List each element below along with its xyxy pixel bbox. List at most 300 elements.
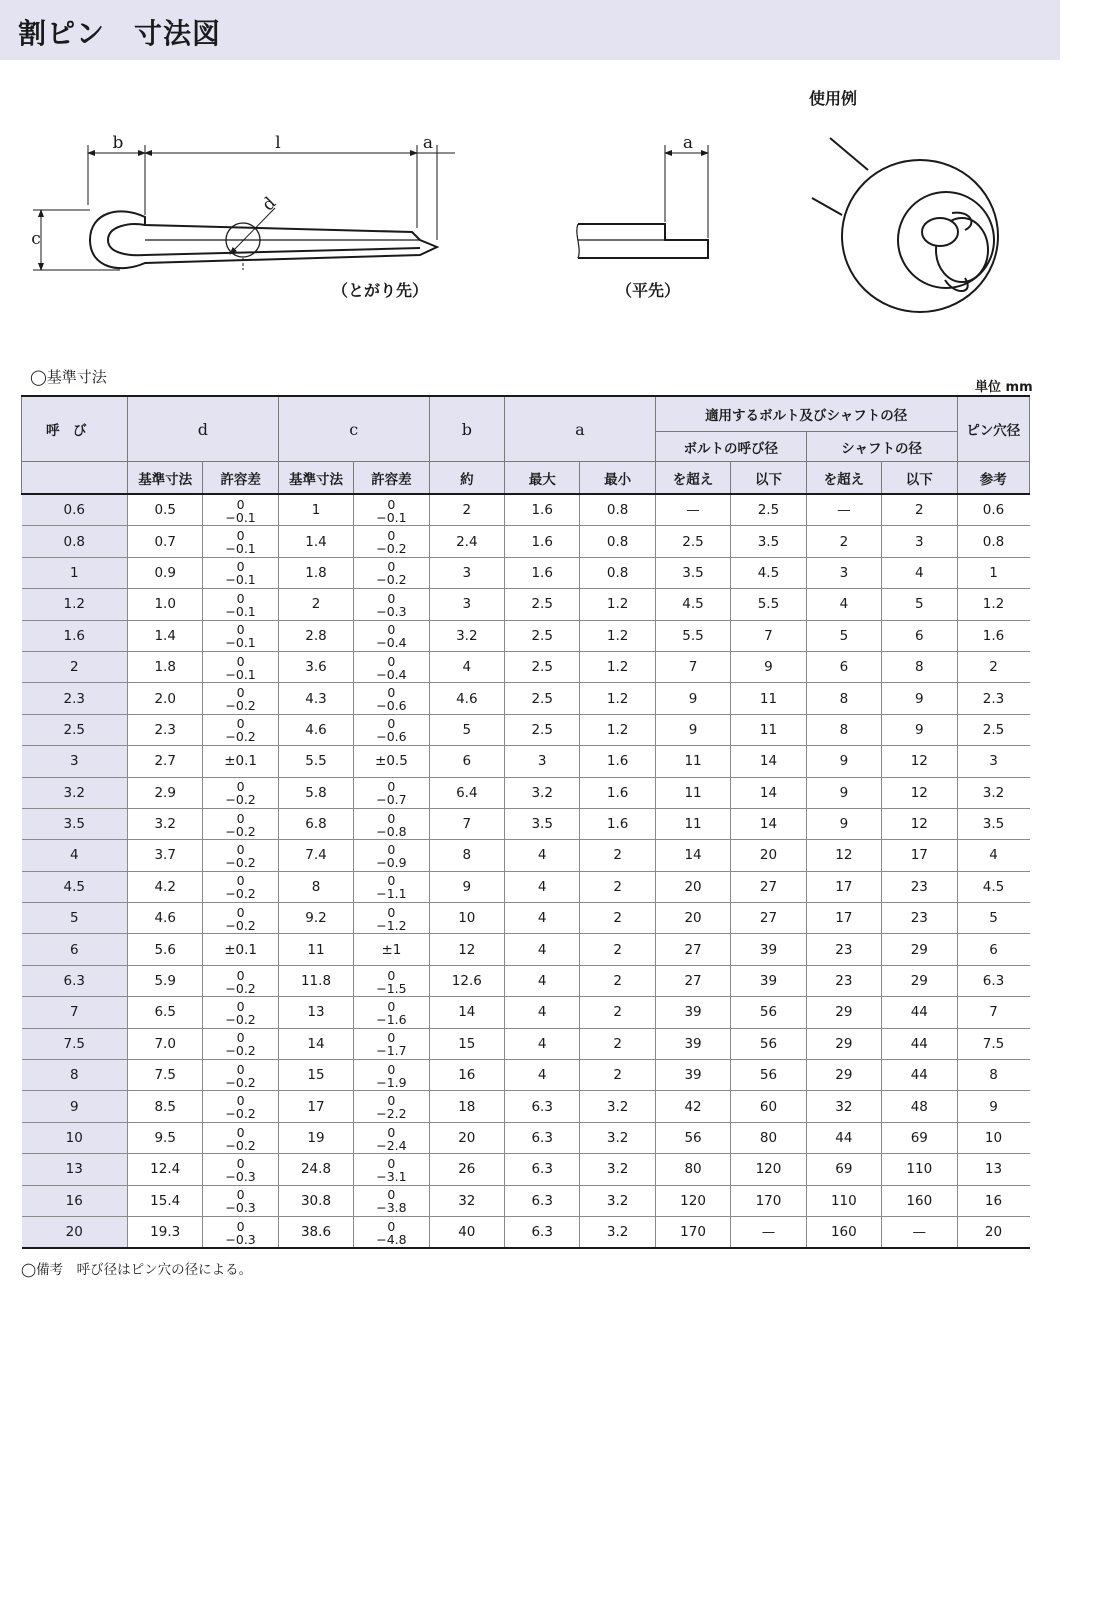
nominal-cell: 2.5 (22, 714, 128, 745)
tolerance-lower: −0.3 (225, 1200, 256, 1216)
tolerance-upper: 0 (236, 810, 245, 826)
pin-hole-cell: 4 (957, 840, 1029, 871)
tolerance-lower: −0.1 (225, 572, 256, 588)
a-min-cell: 3.2 (580, 1216, 655, 1248)
table-row (22, 871, 1030, 902)
nominal-cell: 1.6 (22, 620, 128, 651)
tolerance-lower: −0.3 (225, 1231, 256, 1247)
pin-hole-cell: 0.6 (957, 494, 1029, 526)
d-tol-cell (203, 1154, 278, 1185)
bolt-over-cell: 120 (655, 1185, 730, 1216)
tolerance-lower: −0.4 (376, 666, 407, 682)
tolerance-stack (225, 969, 255, 995)
tolerance-lower: −1.6 (376, 1011, 407, 1027)
pin-hole-cell: 20 (957, 1216, 1029, 1248)
shaft-upto-cell: 29 (882, 934, 957, 965)
tolerance-lower: −0.6 (376, 729, 407, 745)
tolerance-upper: 0 (236, 1093, 245, 1109)
d-basic-cell: 4.6 (127, 903, 202, 934)
nominal-cell: 2 (22, 651, 128, 682)
tolerance-stack (376, 1031, 406, 1057)
tolerance-upper: 0 (387, 590, 396, 606)
c-basic-cell: 4.6 (278, 714, 353, 745)
head-shaft-over: を超え (806, 462, 881, 495)
tolerance-upper: 0 (387, 779, 396, 795)
tolerance-upper: 0 (387, 1155, 396, 1171)
tolerance-stack (376, 529, 406, 555)
pin-hole-cell: 2.5 (957, 714, 1029, 745)
tolerance-stack (225, 1094, 255, 1120)
pin-hole-cell: 9 (957, 1091, 1029, 1122)
tolerance-upper: 0 (387, 1187, 396, 1203)
d-basic-cell: 2.0 (127, 683, 202, 714)
d-tol-cell (203, 997, 278, 1028)
head-a-max: 最大 (505, 462, 580, 495)
d-tol-cell (203, 777, 278, 808)
tolerance-lower: −0.2 (225, 854, 256, 870)
tolerance-stack (225, 560, 255, 586)
tolerance-upper: 0 (387, 1218, 396, 1234)
tolerance-lower: −0.4 (376, 635, 407, 651)
tolerance-upper: 0 (236, 685, 245, 701)
table-row (22, 620, 1030, 651)
c-tol-cell (354, 1216, 429, 1248)
tolerance-upper: 0 (387, 810, 396, 826)
c-basic-cell: 7.4 (278, 840, 353, 871)
a-max-cell: 4 (505, 1060, 580, 1091)
nominal-cell: 9 (22, 1091, 128, 1122)
a-min-cell: 2 (580, 997, 655, 1028)
table-row (22, 1216, 1030, 1248)
b-cell: 26 (429, 1154, 504, 1185)
tolerance-stack (376, 686, 406, 712)
pin-hole-cell: 16 (957, 1185, 1029, 1216)
a-min-cell: 2 (580, 840, 655, 871)
shaft-over-cell: 5 (806, 620, 881, 651)
shaft-over-cell: 23 (806, 934, 881, 965)
a-min-cell: 3.2 (580, 1185, 655, 1216)
shaft-upto-cell: 17 (882, 840, 957, 871)
nominal-cell: 13 (22, 1154, 128, 1185)
table-row (22, 494, 1030, 526)
c-tol-cell (354, 997, 429, 1028)
head-c: c (278, 396, 429, 462)
a-max-cell: 4 (505, 840, 580, 871)
table-row (22, 557, 1030, 588)
tolerance-upper: 0 (236, 904, 245, 920)
a-min-cell: 2 (580, 1028, 655, 1059)
bolt-over-cell: 27 (655, 965, 730, 996)
bolt-over-cell: 39 (655, 1028, 730, 1059)
a-max-cell: 2.5 (505, 651, 580, 682)
bolt-over-cell: 9 (655, 683, 730, 714)
bolt-upto-cell: 170 (731, 1185, 806, 1216)
tolerance-stack (225, 1031, 255, 1057)
b-cell: 20 (429, 1122, 504, 1153)
tolerance-lower: −0.2 (225, 980, 256, 996)
c-basic-cell: 9.2 (278, 903, 353, 934)
caption-pointed: （とがり先） (331, 281, 429, 300)
c-tol-cell (354, 651, 429, 682)
c-tol-cell (354, 808, 429, 839)
shaft-upto-cell: — (882, 1216, 957, 1248)
pin-hole-cell: 5 (957, 903, 1029, 934)
tolerance-lower: −0.2 (225, 823, 256, 839)
tolerance-lower: −4.8 (376, 1231, 407, 1247)
c-tol-cell (354, 777, 429, 808)
tolerance-lower: −0.8 (376, 823, 407, 839)
dim-c-label: c (31, 229, 41, 249)
a-max-cell: 4 (505, 903, 580, 934)
c-tol-cell (354, 1060, 429, 1091)
bolt-over-cell: 11 (655, 808, 730, 839)
bolt-over-cell: 56 (655, 1122, 730, 1153)
bolt-upto-cell: 14 (731, 777, 806, 808)
tolerance-stack (376, 1063, 406, 1089)
c-tol-cell (354, 714, 429, 745)
nominal-cell: 3.2 (22, 777, 128, 808)
head-bolt: ボルトの呼び径 (655, 432, 806, 462)
tolerance-stack (376, 498, 406, 524)
pin-hole-cell: 1.2 (957, 589, 1029, 620)
shaft-upto-cell: 23 (882, 903, 957, 934)
c-tol-cell (354, 871, 429, 902)
c-tol-cell (354, 589, 429, 620)
table-body (22, 494, 1030, 1248)
d-basic-cell: 3.2 (127, 808, 202, 839)
d-tol-cell (203, 965, 278, 996)
d-basic-cell: 0.7 (127, 526, 202, 557)
c-basic-cell: 15 (278, 1060, 353, 1091)
tolerance-stack (225, 812, 255, 838)
tolerance-upper: 0 (236, 590, 245, 606)
d-tol-cell (203, 808, 278, 839)
head-a-min: 最小 (580, 462, 655, 495)
a-max-cell: 1.6 (505, 557, 580, 588)
table-row (22, 651, 1030, 682)
shaft-upto-cell: 44 (882, 1028, 957, 1059)
a-min-cell: 1.6 (580, 746, 655, 777)
shaft-upto-cell: 110 (882, 1154, 957, 1185)
b-cell: 10 (429, 903, 504, 934)
tolerance-lower: −1.7 (376, 1043, 407, 1059)
tolerance-stack (376, 623, 406, 649)
tolerance-stack (225, 843, 255, 869)
shaft-upto-cell: 44 (882, 997, 957, 1028)
tolerance-lower: −0.2 (225, 729, 256, 745)
d-basic-cell: 1.8 (127, 651, 202, 682)
shaft-over-cell: 17 (806, 903, 881, 934)
bolt-upto-cell: 14 (731, 746, 806, 777)
c-basic-cell: 11.8 (278, 965, 353, 996)
tolerance-stack (376, 874, 406, 900)
tolerance-stack (225, 1063, 255, 1089)
a-min-cell: 1.2 (580, 589, 655, 620)
c-basic-cell: 8 (278, 871, 353, 902)
usage-example-illustration (812, 138, 998, 312)
head-a: a (505, 396, 656, 462)
pin-hole-cell: 0.8 (957, 526, 1029, 557)
d-basic-cell: 2.7 (127, 746, 202, 777)
c-tol-cell (354, 1185, 429, 1216)
a-max-cell: 2.5 (505, 683, 580, 714)
d-basic-cell: 12.4 (127, 1154, 202, 1185)
shaft-over-cell: 9 (806, 746, 881, 777)
shaft-over-cell: 9 (806, 808, 881, 839)
shaft-over-cell: 29 (806, 997, 881, 1028)
tolerance-upper: 0 (387, 622, 396, 638)
tolerance-lower: −0.2 (225, 1011, 256, 1027)
nominal-cell: 3 (22, 746, 128, 777)
tolerance-lower: −0.1 (376, 509, 407, 525)
d-basic-cell: 0.9 (127, 557, 202, 588)
pin-hole-cell: 2 (957, 651, 1029, 682)
a-min-cell: 2 (580, 871, 655, 902)
nominal-cell: 16 (22, 1185, 128, 1216)
table-row (22, 840, 1030, 871)
table-row (22, 997, 1030, 1028)
table-row (22, 746, 1030, 777)
d-tol-cell (203, 871, 278, 902)
tolerance-upper: 0 (387, 1061, 396, 1077)
c-basic-cell: 11 (278, 934, 353, 965)
bolt-upto-cell: 80 (731, 1122, 806, 1153)
shaft-upto-cell: 12 (882, 808, 957, 839)
section-label: ◯基準寸法 (30, 368, 107, 386)
bolt-over-cell: 11 (655, 746, 730, 777)
d-tol-cell: ±0.1 (203, 746, 278, 777)
d-tol-cell (203, 589, 278, 620)
d-tol-cell (203, 1028, 278, 1059)
tolerance-upper: 0 (387, 685, 396, 701)
a-max-cell: 6.3 (505, 1216, 580, 1248)
head-shaft: シャフトの径 (806, 432, 957, 462)
tolerance-stack (225, 1188, 255, 1214)
b-cell: 15 (429, 1028, 504, 1059)
pin-hole-cell: 10 (957, 1122, 1029, 1153)
tolerance-stack (225, 686, 255, 712)
tolerance-lower: −2.4 (376, 1137, 407, 1153)
table-row (22, 903, 1030, 934)
d-tol-cell (203, 651, 278, 682)
pin-hole-cell: 3 (957, 746, 1029, 777)
tolerance-upper: 0 (387, 904, 396, 920)
tolerance-lower: −0.2 (225, 1043, 256, 1059)
d-tol-cell (203, 840, 278, 871)
a-max-cell: 6.3 (505, 1154, 580, 1185)
c-tol-cell (354, 840, 429, 871)
tolerance-stack (225, 780, 255, 806)
tolerance-stack (225, 1220, 255, 1246)
a-min-cell: 1.6 (580, 777, 655, 808)
b-cell: 12.6 (429, 965, 504, 996)
dimension-table (21, 395, 1030, 1249)
head-shaft-upto: 以下 (882, 462, 957, 495)
pin-hole-cell: 3.5 (957, 808, 1029, 839)
d-tol-cell (203, 1060, 278, 1091)
table-row (22, 714, 1030, 745)
bolt-over-cell: 2.5 (655, 526, 730, 557)
cotter-pin-flat-drawing (577, 224, 708, 258)
b-cell: 6 (429, 746, 504, 777)
a-min-cell: 1.2 (580, 714, 655, 745)
c-tol-cell (354, 526, 429, 557)
bolt-over-cell: 42 (655, 1091, 730, 1122)
tolerance-stack (376, 1188, 406, 1214)
d-basic-cell: 4.2 (127, 871, 202, 902)
shaft-over-cell: 8 (806, 683, 881, 714)
bolt-over-cell: 3.5 (655, 557, 730, 588)
b-cell: 2.4 (429, 526, 504, 557)
shaft-over-cell: 32 (806, 1091, 881, 1122)
nominal-cell: 3.5 (22, 808, 128, 839)
b-cell: 14 (429, 997, 504, 1028)
tolerance-stack (225, 592, 255, 618)
d-basic-cell: 3.7 (127, 840, 202, 871)
head-nominal: 呼 び (22, 396, 128, 462)
pin-hole-cell: 2.3 (957, 683, 1029, 714)
nominal-cell: 6.3 (22, 965, 128, 996)
tolerance-lower: −1.2 (376, 917, 407, 933)
a-min-cell: 3.2 (580, 1122, 655, 1153)
dim-d-label: d (258, 193, 281, 216)
tolerance-upper: 0 (387, 1124, 396, 1140)
tolerance-lower: −0.1 (225, 509, 256, 525)
shaft-upto-cell: 48 (882, 1091, 957, 1122)
page-title: 割ピン 寸法図 (18, 17, 222, 50)
tolerance-stack (376, 717, 406, 743)
c-tol-cell: ±1 (354, 934, 429, 965)
bolt-upto-cell: 11 (731, 714, 806, 745)
nominal-cell: 0.8 (22, 526, 128, 557)
bolt-upto-cell: 56 (731, 1028, 806, 1059)
tolerance-lower: −0.1 (225, 666, 256, 682)
tolerance-upper: 0 (387, 998, 396, 1014)
tolerance-lower: −0.1 (225, 541, 256, 557)
c-tol-cell (354, 1091, 429, 1122)
tolerance-upper: 0 (236, 1030, 245, 1046)
shaft-upto-cell: 23 (882, 871, 957, 902)
tolerance-upper: 0 (387, 496, 396, 512)
pin-hole-cell: 8 (957, 1060, 1029, 1091)
c-basic-cell: 38.6 (278, 1216, 353, 1248)
tolerance-upper: 0 (236, 1187, 245, 1203)
shaft-over-cell: 29 (806, 1028, 881, 1059)
tolerance-lower: −0.2 (225, 917, 256, 933)
head-b-approx: 約 (429, 462, 504, 495)
bolt-over-cell: 9 (655, 714, 730, 745)
tolerance-lower: −0.2 (225, 1074, 256, 1090)
shaft-upto-cell: 2 (882, 494, 957, 526)
bolt-upto-cell: 9 (731, 651, 806, 682)
d-basic-cell: 7.0 (127, 1028, 202, 1059)
d-tol-cell (203, 903, 278, 934)
shaft-upto-cell: 9 (882, 683, 957, 714)
pin-hole-cell: 1.6 (957, 620, 1029, 651)
bolt-over-cell: 27 (655, 934, 730, 965)
bolt-over-cell: 80 (655, 1154, 730, 1185)
tolerance-lower: −1.5 (376, 980, 407, 996)
a-min-cell: 1.2 (580, 620, 655, 651)
d-tol-cell (203, 620, 278, 651)
head-applicable: 適用するボルト及びシャフトの径 (655, 396, 957, 432)
a-max-cell: 6.3 (505, 1091, 580, 1122)
d-basic-cell: 6.5 (127, 997, 202, 1028)
tolerance-stack (225, 498, 255, 524)
bolt-upto-cell: 27 (731, 871, 806, 902)
tolerance-upper: 0 (236, 1218, 245, 1234)
shaft-upto-cell: 12 (882, 746, 957, 777)
shaft-over-cell: 8 (806, 714, 881, 745)
shaft-over-cell: 9 (806, 777, 881, 808)
tolerance-lower: −1.9 (376, 1074, 407, 1090)
c-tol-cell (354, 965, 429, 996)
a-max-cell: 4 (505, 1028, 580, 1059)
pin-hole-cell: 1 (957, 557, 1029, 588)
tolerance-lower: −0.2 (225, 1106, 256, 1122)
tolerance-lower: −0.2 (225, 698, 256, 714)
c-basic-cell: 17 (278, 1091, 353, 1122)
tolerance-lower: −0.1 (225, 635, 256, 651)
d-tol-cell (203, 494, 278, 526)
shaft-over-cell: — (806, 494, 881, 526)
bolt-upto-cell: 39 (731, 965, 806, 996)
nominal-cell: 4 (22, 840, 128, 871)
tolerance-upper: 0 (387, 1093, 396, 1109)
a-min-cell: 0.8 (580, 557, 655, 588)
d-tol-cell (203, 1122, 278, 1153)
c-basic-cell: 30.8 (278, 1185, 353, 1216)
shaft-over-cell: 29 (806, 1060, 881, 1091)
pin-hole-cell: 6.3 (957, 965, 1029, 996)
tolerance-upper: 0 (236, 873, 245, 889)
tolerance-upper: 0 (236, 841, 245, 857)
head-c-tol: 許容差 (354, 462, 429, 495)
d-tol-cell (203, 1185, 278, 1216)
a-max-cell: 1.6 (505, 494, 580, 526)
a-min-cell: 2 (580, 903, 655, 934)
tolerance-upper: 0 (236, 998, 245, 1014)
table-row (22, 1185, 1030, 1216)
c-tol-cell (354, 683, 429, 714)
nominal-cell: 0.6 (22, 494, 128, 526)
c-tol-cell: ±0.5 (354, 746, 429, 777)
head-bolt-over: を超え (655, 462, 730, 495)
shaft-over-cell: 4 (806, 589, 881, 620)
tolerance-stack (376, 1000, 406, 1026)
pin-hole-cell: 13 (957, 1154, 1029, 1185)
d-basic-cell: 1.4 (127, 620, 202, 651)
d-basic-cell: 2.3 (127, 714, 202, 745)
bolt-upto-cell: — (731, 1216, 806, 1248)
bolt-over-cell: 11 (655, 777, 730, 808)
c-basic-cell: 2.8 (278, 620, 353, 651)
d-basic-cell: 9.5 (127, 1122, 202, 1153)
b-cell: 12 (429, 934, 504, 965)
tolerance-upper: 0 (387, 841, 396, 857)
shaft-upto-cell: 5 (882, 589, 957, 620)
c-basic-cell: 4.3 (278, 683, 353, 714)
bolt-over-cell: 7 (655, 651, 730, 682)
c-basic-cell: 13 (278, 997, 353, 1028)
a-min-cell: 3.2 (580, 1091, 655, 1122)
c-tol-cell (354, 557, 429, 588)
a-max-cell: 1.6 (505, 526, 580, 557)
tolerance-upper: 0 (387, 967, 396, 983)
bolt-upto-cell: 120 (731, 1154, 806, 1185)
tolerance-lower: −0.1 (225, 603, 256, 619)
tolerance-stack (376, 1094, 406, 1120)
